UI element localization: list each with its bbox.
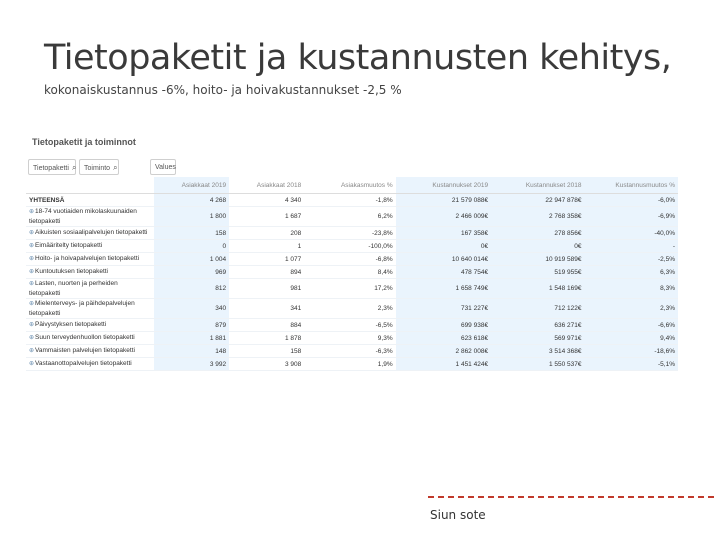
- table-cell: 1 800: [154, 207, 229, 227]
- table-header-row: [26, 177, 678, 194]
- table-cell: 10 919 589€: [491, 253, 584, 266]
- table-row[interactable]: [26, 266, 678, 279]
- table-cell: -40,0%: [585, 227, 679, 240]
- table-cell: 3 908: [229, 358, 304, 371]
- row-label-cell: [26, 345, 154, 358]
- table-cell: 3 992: [154, 358, 229, 371]
- table-row[interactable]: [26, 319, 678, 332]
- table-row[interactable]: [26, 358, 678, 371]
- table-cell: 1 548 169€: [491, 279, 584, 299]
- plus-icon[interactable]: ⊕: [29, 322, 35, 328]
- table-row[interactable]: [26, 279, 678, 299]
- row-label: Vammaisten palvelujen tietopaketti: [35, 347, 135, 354]
- table-cell: 158: [229, 345, 304, 358]
- table-cell: 9,4%: [585, 332, 679, 345]
- slide-subtitle: kokonaiskustannus -6%, hoito- ja hoivakustannukset -2,5 %: [44, 83, 402, 97]
- data-table: [26, 177, 678, 371]
- table-cell: 8,4%: [304, 266, 395, 279]
- table-cell: 1 881: [154, 332, 229, 345]
- table-cell: 636 271€: [491, 319, 584, 332]
- table-cell: -100,0%: [304, 240, 395, 253]
- table-row[interactable]: [26, 194, 678, 207]
- slide-title: Tietopaketit ja kustannusten kehitys,: [44, 38, 672, 78]
- table-cell: 812: [154, 279, 229, 299]
- table-cell: 1 550 537€: [491, 358, 584, 371]
- table-cell: -6,0%: [585, 194, 679, 207]
- table-row[interactable]: [26, 253, 678, 266]
- row-label-cell: [26, 266, 154, 279]
- column-header[interactable]: Asiakasmuutos %: [304, 177, 395, 194]
- table-cell: 478 754€: [396, 266, 491, 279]
- table-cell: 340: [154, 299, 229, 319]
- plus-icon[interactable]: ⊕: [29, 348, 35, 354]
- row-label-cell: [26, 319, 154, 332]
- row-label-cell: [26, 227, 154, 240]
- plus-icon[interactable]: ⊕: [29, 281, 35, 287]
- column-header: [26, 177, 154, 194]
- table-row[interactable]: [26, 332, 678, 345]
- table-cell: 17,2%: [304, 279, 395, 299]
- row-label-cell: [26, 299, 154, 319]
- table-cell: 21 579 088€: [396, 194, 491, 207]
- table-cell: 623 618€: [396, 332, 491, 345]
- plus-icon[interactable]: ⊕: [29, 269, 35, 275]
- row-label: Aikuisten sosiaalipalvelujen tietopaketti: [35, 229, 148, 236]
- row-label: Lasten, nuorten ja perheiden tietopaketti: [29, 280, 118, 297]
- filter-values[interactable]: [150, 159, 176, 175]
- table-cell: 6,3%: [585, 266, 679, 279]
- column-header[interactable]: Asiakkaat 2018: [229, 177, 304, 194]
- table-row[interactable]: [26, 240, 678, 253]
- table-cell: 3 514 368€: [491, 345, 584, 358]
- table-cell: -6,3%: [304, 345, 395, 358]
- row-label: Mielenterveys- ja päihdepalvelujen tietopaketti: [29, 300, 135, 317]
- plus-icon[interactable]: ⊕: [29, 230, 35, 236]
- column-header[interactable]: Kustannukset 2019: [396, 177, 491, 194]
- plus-icon[interactable]: ⊕: [29, 256, 35, 262]
- table-cell: 4 268: [154, 194, 229, 207]
- row-label-cell: [26, 240, 154, 253]
- panel-title: Tietopaketit ja toiminnot: [32, 137, 136, 147]
- table-body: [26, 194, 678, 371]
- plus-icon[interactable]: ⊕: [29, 301, 35, 307]
- row-label-cell: [26, 358, 154, 371]
- table-cell: 884: [229, 319, 304, 332]
- table-row[interactable]: [26, 227, 678, 240]
- table-cell: 0: [154, 240, 229, 253]
- table-row[interactable]: [26, 299, 678, 319]
- table-cell: 6,2%: [304, 207, 395, 227]
- table-cell: 519 955€: [491, 266, 584, 279]
- filter-label: Toiminto: [84, 165, 111, 172]
- footer-brand: Siun sote: [430, 508, 486, 522]
- row-label: Päivystyksen tietopaketti: [35, 321, 107, 328]
- table-cell: -6,9%: [585, 207, 679, 227]
- table-cell: 9,3%: [304, 332, 395, 345]
- plus-icon[interactable]: ⊕: [29, 243, 35, 249]
- table-cell: 712 122€: [491, 299, 584, 319]
- table-cell: 148: [154, 345, 229, 358]
- row-label-cell: [26, 194, 154, 207]
- table-cell: 894: [229, 266, 304, 279]
- table-cell: 969: [154, 266, 229, 279]
- table-cell: 879: [154, 319, 229, 332]
- table-cell: 0€: [396, 240, 491, 253]
- row-label-cell: [26, 332, 154, 345]
- table-cell: 22 947 878€: [491, 194, 584, 207]
- table-cell: 4 340: [229, 194, 304, 207]
- filter-toiminto[interactable]: [79, 159, 119, 175]
- row-label: Eimääritelty tietopaketti: [35, 242, 103, 249]
- table-cell: -23,8%: [304, 227, 395, 240]
- table-cell: -6,5%: [304, 319, 395, 332]
- table-row[interactable]: [26, 345, 678, 358]
- plus-icon[interactable]: ⊕: [29, 209, 35, 215]
- column-header[interactable]: Asiakkaat 2019: [154, 177, 229, 194]
- row-label-cell: [26, 207, 154, 227]
- table-cell: -18,6%: [585, 345, 679, 358]
- filter-tietopaketti[interactable]: [28, 159, 76, 175]
- table-cell: 1,9%: [304, 358, 395, 371]
- row-label-cell: [26, 253, 154, 266]
- row-label-cell: [26, 279, 154, 299]
- table-cell: -: [585, 240, 679, 253]
- plus-icon[interactable]: ⊕: [29, 361, 35, 367]
- row-label: Vastaanottopalvelujen tietopaketti: [35, 360, 132, 367]
- filter-label: Values: [155, 164, 176, 171]
- table-cell: 1 687: [229, 207, 304, 227]
- table-cell: 208: [229, 227, 304, 240]
- table-cell: 158: [154, 227, 229, 240]
- table-cell: 1 658 749€: [396, 279, 491, 299]
- table-cell: 8,3%: [585, 279, 679, 299]
- table-cell: 341: [229, 299, 304, 319]
- table-cell: 0€: [491, 240, 584, 253]
- table-cell: 981: [229, 279, 304, 299]
- row-label: Kuntoutuksen tietopaketti: [35, 268, 108, 275]
- plus-icon[interactable]: ⊕: [29, 335, 35, 341]
- table-cell: 167 358€: [396, 227, 491, 240]
- table-cell: -1,8%: [304, 194, 395, 207]
- row-label: Suun terveydenhuollon tietopaketti: [35, 334, 135, 341]
- table-cell: 1 451 424€: [396, 358, 491, 371]
- table-cell: 10 640 014€: [396, 253, 491, 266]
- row-label: Hoito- ja hoivapalvelujen tietopaketti: [35, 255, 140, 262]
- report-panel: [24, 135, 680, 385]
- table-row[interactable]: [26, 207, 678, 227]
- table-cell: 2,3%: [585, 299, 679, 319]
- table-cell: 278 856€: [491, 227, 584, 240]
- row-label: YHTEENSÄ: [29, 196, 65, 204]
- table-cell: 2 862 008€: [396, 345, 491, 358]
- filter-label: Tietopaketti: [33, 165, 69, 172]
- row-label: 18-74 vuotiaiden mikolaskuunaiden tietopaketti: [29, 208, 137, 225]
- search-icon: ⌕: [113, 163, 118, 172]
- table-cell: -2,5%: [585, 253, 679, 266]
- search-icon: ⌕: [71, 163, 77, 172]
- table-cell: 569 971€: [491, 332, 584, 345]
- table-cell: 1 077: [229, 253, 304, 266]
- table-cell: 2,3%: [304, 299, 395, 319]
- table-cell: 2 768 358€: [491, 207, 584, 227]
- table-cell: -6,6%: [585, 319, 679, 332]
- table-cell: 1 004: [154, 253, 229, 266]
- footer-divider: [428, 496, 714, 498]
- table-cell: 2 466 009€: [396, 207, 491, 227]
- column-header[interactable]: Kustannusmuutos %: [585, 177, 679, 194]
- table-cell: 699 938€: [396, 319, 491, 332]
- table-cell: 731 227€: [396, 299, 491, 319]
- table-cell: 1 878: [229, 332, 304, 345]
- table-cell: -6,8%: [304, 253, 395, 266]
- column-header[interactable]: Kustannukset 2018: [491, 177, 584, 194]
- table-cell: 1: [229, 240, 304, 253]
- table-cell: -5,1%: [585, 358, 679, 371]
